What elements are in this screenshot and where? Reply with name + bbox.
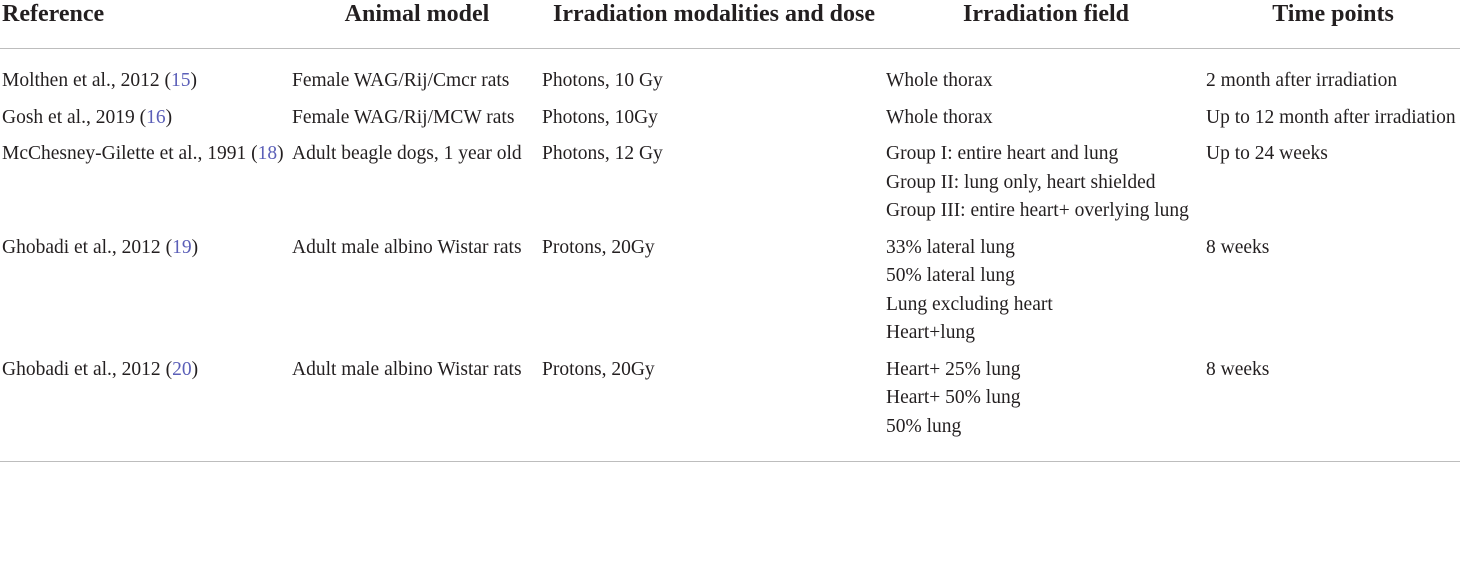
field-line: 50% lateral lung	[886, 265, 1015, 286]
time-points-cell: Up to 24 weeks	[1206, 143, 1328, 164]
table-row	[0, 140, 1460, 234]
time-points-cell: Up to 12 month after irradiation	[1206, 106, 1456, 128]
reference-text: Molthen et al., 2012	[2, 70, 165, 91]
header-row	[0, 0, 1460, 49]
table-row	[0, 234, 1460, 356]
reference-cell: Gosh et al., 2019 (16)	[2, 106, 173, 128]
reference-cell: Ghobadi et al., 2012 (20)	[0, 356, 292, 462]
field-line: Whole thorax	[886, 70, 993, 91]
reference-cell: Molthen et al., 2012 (15)	[2, 70, 197, 91]
field-line: Group I: entire heart and lung	[886, 143, 1119, 164]
header-irradiation-field: Irradiation field	[886, 0, 1206, 49]
field-line: Group II: lung only, heart shielded	[886, 171, 1156, 193]
field-cell	[886, 234, 1206, 356]
modality-cell: Photons, 10 Gy	[542, 70, 663, 91]
animal-model-cell: Adult male albino Wistar rats	[292, 356, 542, 462]
reference-cell: McChesney-Gilette et al., 1991 (18)	[2, 143, 284, 164]
field-line: Whole thorax	[886, 106, 993, 128]
modality-cell: Photons, 10Gy	[542, 106, 658, 128]
modality-cell: Photons, 12 Gy	[542, 143, 663, 164]
table-row	[0, 49, 1460, 104]
animal-model-cell: Adult male albino Wistar rats	[292, 236, 522, 258]
animal-model-cell: Adult beagle dogs, 1 year old	[292, 143, 522, 164]
reference-text: Gosh et al., 2019	[2, 106, 140, 128]
field-line: Heart+ 50% lung	[886, 387, 1021, 408]
field-line: Lung excluding heart	[886, 293, 1053, 315]
time-points-cell: 2 month after irradiation	[1206, 70, 1398, 91]
field-line: 33% lateral lung	[886, 236, 1015, 258]
reference-text: Ghobadi et al., 2012	[2, 236, 166, 258]
field-line: 50% lung	[886, 415, 962, 437]
time-points-cell: 8 weeks	[1206, 236, 1270, 258]
header-animal-model: Animal model	[292, 0, 542, 49]
modality-cell: Protons, 20Gy	[542, 236, 655, 258]
table-row	[0, 104, 1460, 141]
animal-model-cell: Female WAG/Rij/Cmcr rats	[292, 70, 510, 91]
time-points-cell: 8 weeks	[1206, 356, 1460, 462]
citation-link[interactable]: 15	[170, 70, 191, 91]
reference-text: Ghobadi et al., 2012	[2, 358, 166, 380]
header-reference: Reference	[0, 0, 292, 49]
field-cell	[886, 140, 1206, 234]
reference-cell: Ghobadi et al., 2012 (19)	[2, 236, 199, 258]
field-cell	[886, 356, 1206, 462]
field-line: Heart+ 25% lung	[886, 358, 1021, 380]
field-line: Group III: entire heart+ overlying lung	[886, 200, 1189, 221]
citation-link[interactable]: 18	[257, 143, 278, 164]
animal-model-cell: Female WAG/Rij/MCW rats	[292, 106, 515, 128]
citation-link[interactable]: 16	[146, 106, 166, 128]
field-line: Heart+lung	[886, 322, 975, 343]
field-cell	[886, 49, 1206, 104]
reference-text: McChesney-Gilette et al., 1991	[2, 143, 252, 164]
header-irradiation-modalities: Irradiation modalities and dose	[542, 0, 886, 49]
header-time-points: Time points	[1206, 0, 1460, 49]
citation-link[interactable]: 20	[172, 358, 192, 380]
field-cell	[886, 104, 1206, 141]
table-row	[0, 356, 1460, 462]
modality-cell: Protons, 20Gy	[542, 356, 886, 462]
citation-link[interactable]: 19	[172, 236, 192, 258]
